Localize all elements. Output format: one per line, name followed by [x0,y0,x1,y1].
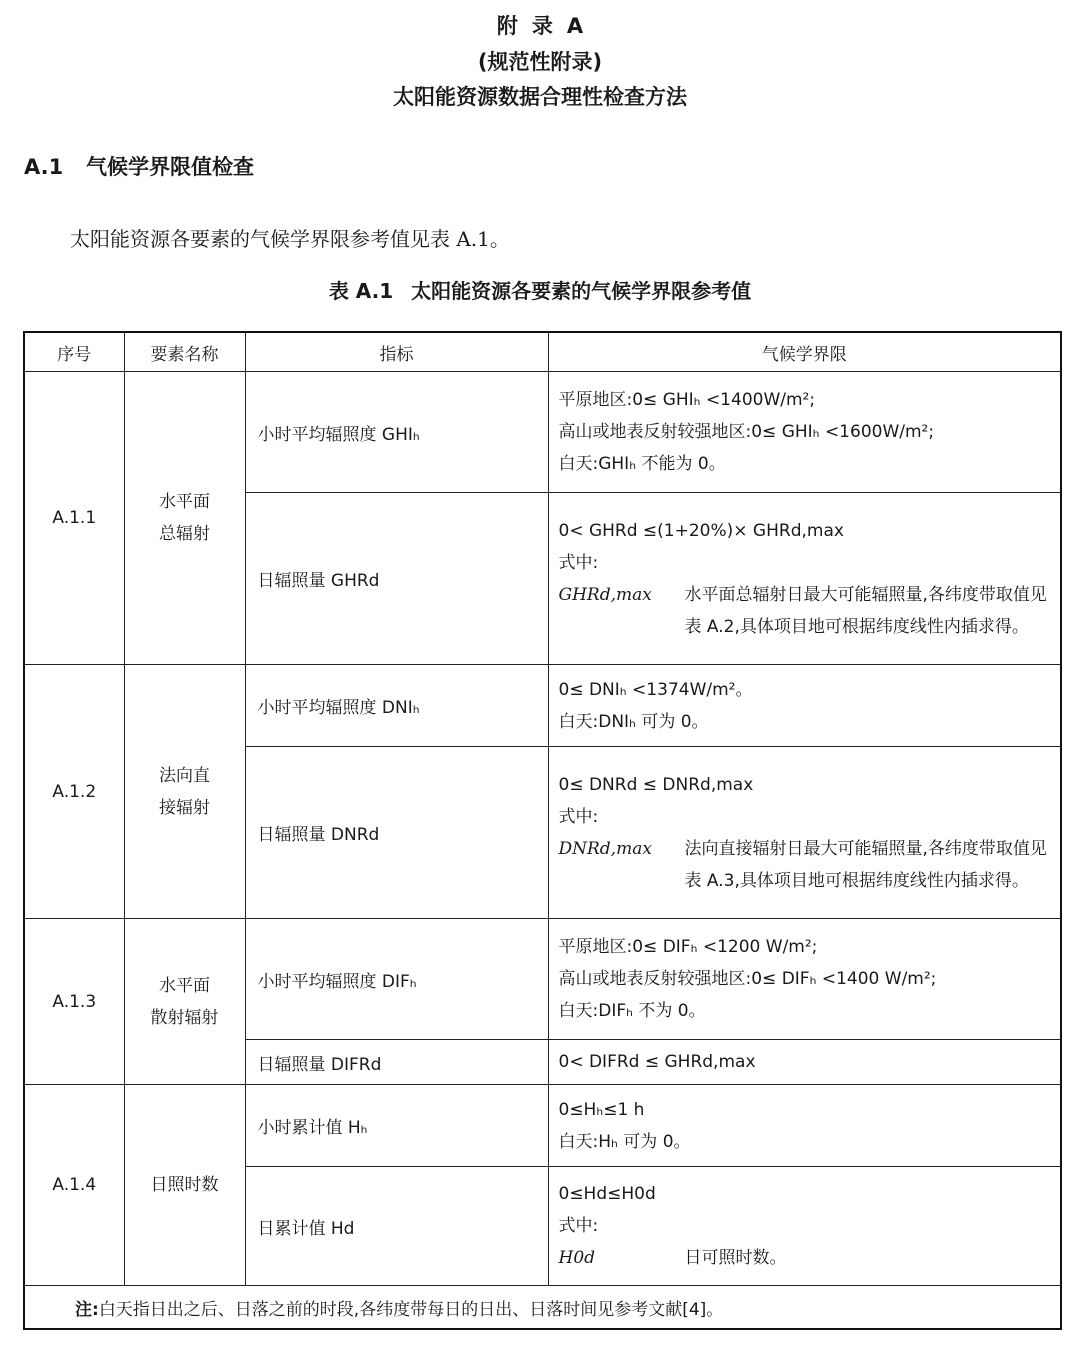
row-number: A.1.3 [24,919,124,1085]
table-row [24,919,1061,1040]
row-number: A.1.2 [24,665,124,919]
note-text: 白天指日出之后、日落之前的时段,各纬度带每日的日出、日落时间见参考文献[4]。 [98,1299,724,1320]
limit-cell [548,1040,1061,1085]
limit-cell [548,919,1061,1040]
element-name-line: 总辐射 [159,524,210,544]
table-note [24,1286,1061,1330]
limits-table [23,331,1062,1330]
table-header-row [24,332,1061,372]
element-name [124,665,245,919]
table-row [24,665,1061,747]
element-name-line: 水平面 [159,492,210,512]
element-name [124,372,245,665]
limit-cell [548,747,1061,919]
element-name-line: 日照时数 [150,1175,219,1195]
section-heading [24,152,254,182]
table-row [24,372,1061,493]
limit-line: 0< DIFRd ≤ GHRd,max [558,1052,756,1072]
section-number: A.1 [24,155,64,179]
where-symbol: H0d [558,1248,596,1268]
limit-line: 白天:Hₕ 可为 0。 [558,1131,691,1152]
where-clause [559,1242,1051,1274]
appendix-title: 太阳能资源数据合理性检查方法 [393,85,687,109]
element-name-line: 散射辐射 [150,1007,219,1028]
limit-line: 0≤ DNIₕ <1374W/m²。 [558,679,753,700]
limit-line: 白天:DNIₕ 可为 0。 [558,711,709,732]
table-caption-number: 表 A.1 [328,279,394,303]
where-symbol: GHRd,max [558,584,652,605]
appendix-label: 附录A [496,14,598,38]
header-indicator: 指标 [245,332,548,372]
element-name-line: 法向直 [159,765,210,786]
limit-line: 0< GHRd ≤(1+20%)× GHRd,max [558,520,844,541]
limit-line: 白天:GHIₕ 不能为 0。 [558,454,726,474]
limit-line: 高山或地表反射较强地区:0≤ GHIₕ <1600W/m²; [558,422,935,442]
limit-line: 式中: [558,806,599,827]
table-note-row [24,1286,1061,1330]
note-label: 注: [75,1299,99,1320]
limit-line: 式中: [558,552,599,573]
element-name-line: 接辐射 [159,797,210,818]
intro-paragraph: 太阳能资源各要素的气候学界限参考值见表 A.1。 [70,227,510,251]
indicator-cell: 日辐照量 DNRd [245,747,548,919]
indicator-cell: 小时平均辐照度 DNIₕ [245,665,548,747]
limit-cell [548,1085,1061,1167]
where-text: 水平面总辐射日最大可能辐照量,各纬度带取值见表 A.2,具体项目地可根据纬度线性内插求得。 [684,584,1047,637]
indicator-cell: 日辐照量 GHRd [245,493,548,665]
element-name [124,919,245,1085]
limit-cell [548,665,1061,747]
header-name: 要素名称 [124,332,245,372]
indicator-cell: 日累计值 Hd [245,1167,548,1286]
limit-line: 0≤Hd≤H0d [558,1184,656,1204]
limit-cell [548,1167,1061,1286]
indicator-cell: 日辐照量 DIFRd [245,1040,548,1085]
header-no: 序号 [24,332,124,372]
where-symbol: DNRd,max [558,838,652,859]
indicator-cell: 小时平均辐照度 GHIₕ [245,372,548,493]
section-title: 气候学界限值检查 [86,155,254,179]
element-name-line: 水平面 [159,975,210,996]
limit-line: 白天:DIFₕ 不为 0。 [558,1001,706,1021]
indicator-cell: 小时累计值 Hₕ [245,1085,548,1167]
limit-line: 高山或地表反射较强地区:0≤ DIFₕ <1400 W/m²; [558,969,937,989]
limit-line: 平原地区:0≤ DIFₕ <1200 W/m²; [558,937,818,957]
indicator-cell: 小时平均辐照度 DIFₕ [245,919,548,1040]
where-clause [559,833,1051,897]
table-caption [0,276,1080,306]
row-number: A.1.4 [24,1085,124,1286]
table-caption-title: 太阳能资源各要素的气候学界限参考值 [411,279,752,303]
row-number: A.1.1 [24,372,124,665]
limit-line: 0≤Hₕ≤1 h [558,1099,645,1120]
where-text: 法向直接辐射日最大可能辐照量,各纬度带取值见表 A.3,具体项目地可根据纬度线性内插求得。 [684,838,1047,891]
element-name [124,1085,245,1286]
where-clause [559,579,1051,643]
where-text: 日可照时数。 [684,1248,787,1268]
limit-cell [548,372,1061,493]
limit-cell [548,493,1061,665]
appendix-type: (规范性附录) [477,50,603,74]
limit-line: 0≤ DNRd ≤ DNRd,max [558,774,754,795]
limit-line: 平原地区:0≤ GHIₕ <1400W/m²; [558,390,816,410]
header-limit: 气候学界限 [548,332,1061,372]
table-row [24,1085,1061,1167]
limit-line: 式中: [558,1216,599,1236]
